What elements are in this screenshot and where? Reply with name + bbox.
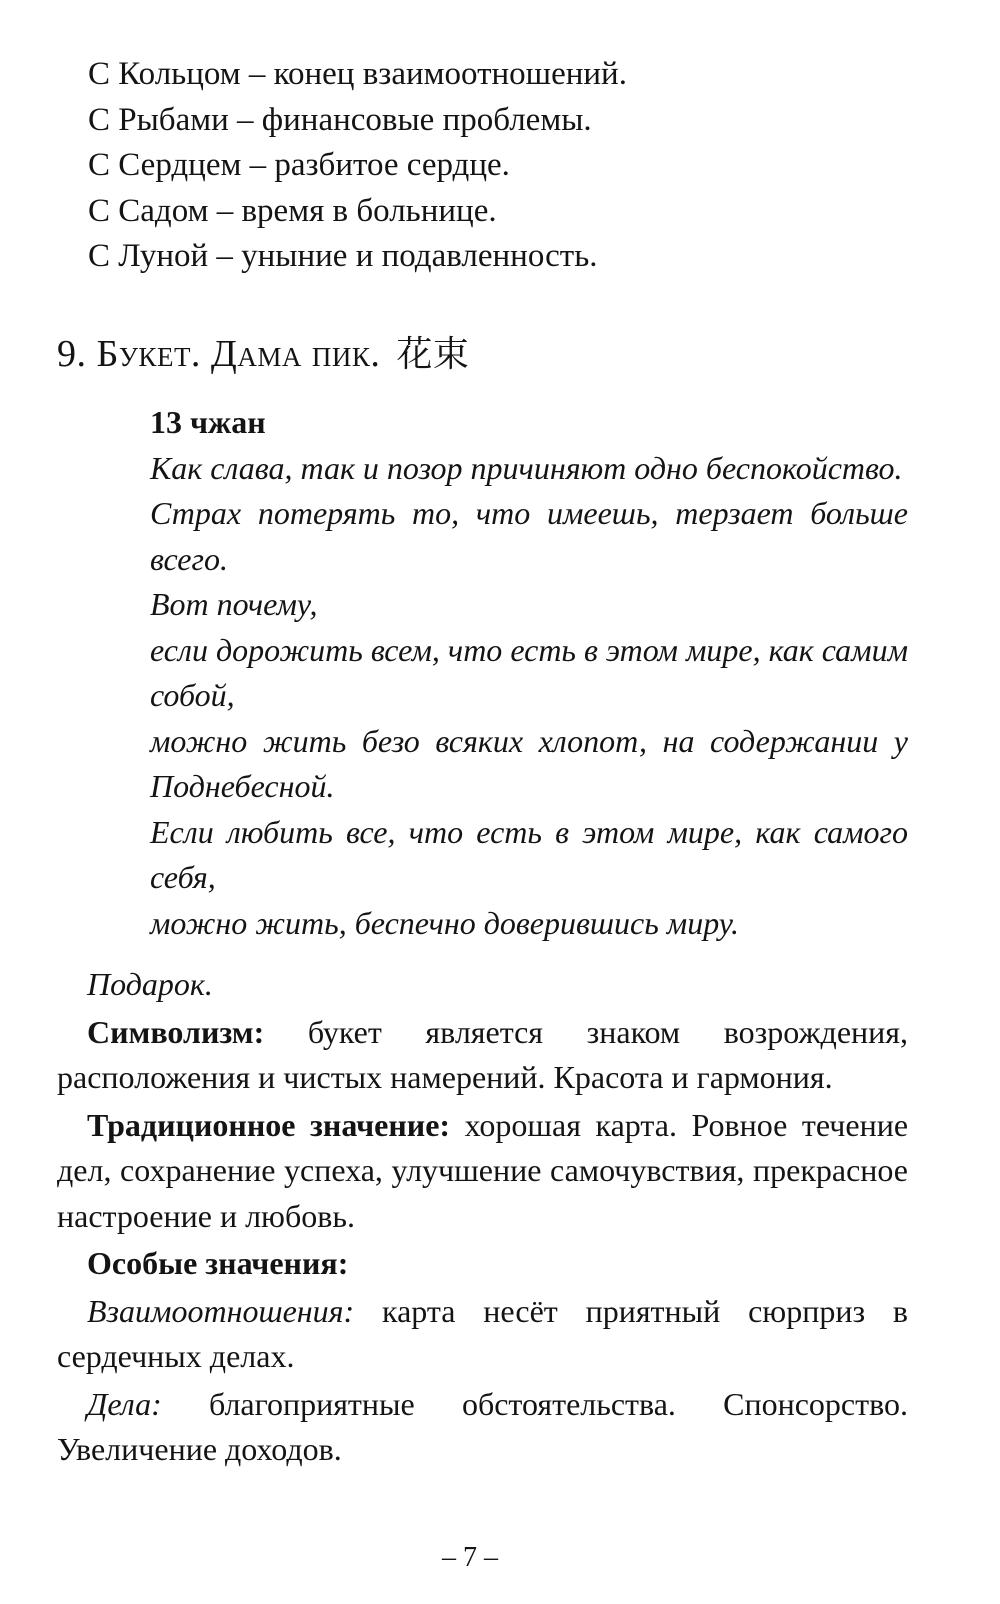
combination-item: С Луной – уныние и подавленность.: [88, 238, 598, 274]
verse-paragraph: если дорожить всем, что есть в этом мире, как самим собой,: [150, 631, 908, 713]
section-title: Букет. Дама пик.: [96, 333, 381, 375]
verse-paragraph: можно жить, беспечно доверившись миру.: [150, 904, 739, 941]
combination-item: С Сердцем – разбитое сердце.: [88, 147, 510, 183]
symbolism-paragraph: [57, 1010, 908, 1101]
special-heading: [57, 1241, 908, 1287]
section-chinese-title: 花束: [396, 334, 470, 375]
special-item-text: благоприятные обстоятельства. Спонсорство. Увеличение доходов.: [57, 1385, 908, 1467]
verse-block: [150, 400, 908, 946]
section-number: 9.: [57, 333, 87, 375]
symbolism-label: Символизм:: [87, 1013, 265, 1050]
combination-item: С Кольцом – конец взаимоотношений.: [88, 56, 627, 92]
combination-item: С Рыбами – финансовые проблемы.: [88, 101, 592, 138]
symbolism-text: букет является знаком возрождения, расположения и чистых намерений. Красота и гармония.: [57, 1013, 909, 1095]
verse-chapter: 13 чжан: [150, 404, 266, 440]
traditional-paragraph: [57, 1103, 908, 1240]
verse-paragraph: Если любить все, что есть в этом мире, как самого себя,: [150, 813, 908, 895]
special-item-text: карта несёт приятный сюрприз в сердечных делах.: [57, 1292, 909, 1374]
verse-paragraph: можно жить безо всяких хлопот, на содержании у Поднебесной.: [150, 722, 908, 804]
combination-item: С Садом – время в больнице.: [88, 192, 497, 229]
verse-paragraph: Страх потерять то, что имеешь, терзает больше всего.: [150, 495, 908, 577]
verse-paragraph: Как слава, так и позор причиняют одно беспокойство.: [150, 449, 903, 486]
section-heading: [57, 330, 469, 379]
special-item-business: [57, 1382, 908, 1473]
special-item-label: Взаимоотношения:: [87, 1292, 355, 1329]
gift-line: Подарок.: [87, 966, 213, 1002]
verse-paragraph: Вот почему,: [150, 586, 318, 622]
combination-list: [88, 52, 908, 280]
traditional-text: хорошая карта. Ровное течение дел, сохранение успеха, улучшение самочувствия, прекрасное настроение и любовь.: [57, 1106, 909, 1234]
special-label: Особые значения:: [87, 1245, 349, 1281]
card-description: [57, 962, 908, 1475]
special-item-relationships: [57, 1289, 908, 1380]
special-item-label: Дела:: [87, 1385, 162, 1422]
traditional-label: Традиционное значение:: [87, 1106, 451, 1143]
page-number: – 7 –: [442, 1542, 498, 1573]
